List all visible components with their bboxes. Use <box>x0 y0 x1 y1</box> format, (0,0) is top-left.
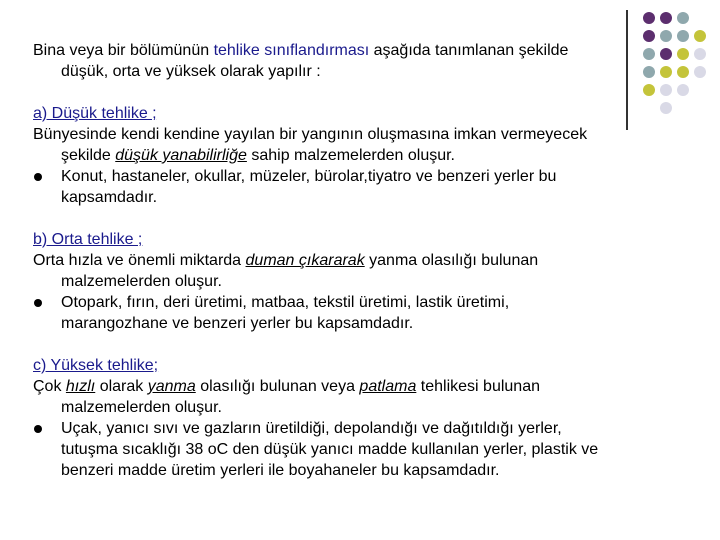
emphasis-term: duman çıkararak <box>245 252 365 269</box>
text: Orta hızla ve önemli miktarda <box>33 252 246 269</box>
section-c-desc-2: malzemelerden oluşur. <box>61 399 222 416</box>
section-a-heading: a) Düşük tehlike ; <box>33 105 157 122</box>
text: olasılığı bulunan veya <box>195 378 360 395</box>
section-c-bullet-cont-2: benzeri madde üretim yerleri ile boyahaneler bu kapsamdadır. <box>61 462 500 479</box>
text: Uçak, yanıcı sıvı ve gazların üretildiği, depolandığı ve dağıtıldığı yerler, <box>61 420 562 437</box>
text: Konut, hastaneler, okullar, müzeler, bürolar,tiyatro ve benzeri yerler bu <box>61 168 557 185</box>
text: Bina veya bir bölümünün <box>33 42 214 59</box>
section-c-heading: c) Yüksek tehlike; <box>33 357 159 374</box>
text: olarak <box>95 378 148 395</box>
intro-line-1 <box>33 40 683 61</box>
section-b-desc-2: malzemelerden oluşur. <box>61 273 222 290</box>
emphasis-term: düşük yanabilirliğe <box>115 147 247 164</box>
section-b-bullet-cont: marangozhane ve benzeri yerler bu kapsamdadır. <box>61 315 414 332</box>
text: Otopark, fırın, deri üretimi, matbaa, tekstil üretimi, lastik üretimi, <box>61 294 510 311</box>
decor-dot <box>694 48 706 60</box>
slide-content <box>33 40 683 481</box>
text: aşağıda tanımlanan şekilde <box>369 42 569 59</box>
section-c-bullet <box>33 418 683 439</box>
section-c-desc-1 <box>33 376 683 397</box>
text: tehlikesi bulunan <box>416 378 540 395</box>
bullet-icon <box>34 299 42 307</box>
highlight-term: tehlike sınıflandırması <box>213 42 370 59</box>
section-b-desc-1 <box>33 250 683 271</box>
text: sahip malzemelerden oluşur. <box>246 147 455 164</box>
section-a-desc-1: Bünyesinde kendi kendine yayılan bir yangının oluşmasına imkan vermeyecek <box>33 126 588 143</box>
text: yanma olasılığı bulunan <box>364 252 539 269</box>
bullet-icon <box>34 425 42 433</box>
emphasis-term: hızlı <box>65 378 96 395</box>
bullet-icon <box>34 173 42 181</box>
section-a-bullet <box>33 166 683 187</box>
decor-dot <box>643 12 655 24</box>
section-a-bullet-cont: kapsamdadır. <box>61 189 158 206</box>
emphasis-term: patlama <box>359 378 417 395</box>
decor-dot <box>694 30 706 42</box>
text: şekilde <box>61 147 116 164</box>
section-a-desc-2 <box>33 145 683 166</box>
intro-line-2: düşük, orta ve yüksek olarak yapılır : <box>61 63 321 80</box>
section-c-bullet-cont-1: tutuşma sıcaklığı 38 oC den düşük yanıcı madde kullanılan yerler, plastik ve <box>61 441 599 458</box>
decor-dot <box>677 12 689 24</box>
section-b-heading: b) Orta tehlike ; <box>33 231 143 248</box>
emphasis-term: yanma <box>147 378 196 395</box>
decor-dot <box>660 12 672 24</box>
section-b-bullet <box>33 292 683 313</box>
decor-dot <box>694 66 706 78</box>
text: Çok <box>33 378 66 395</box>
